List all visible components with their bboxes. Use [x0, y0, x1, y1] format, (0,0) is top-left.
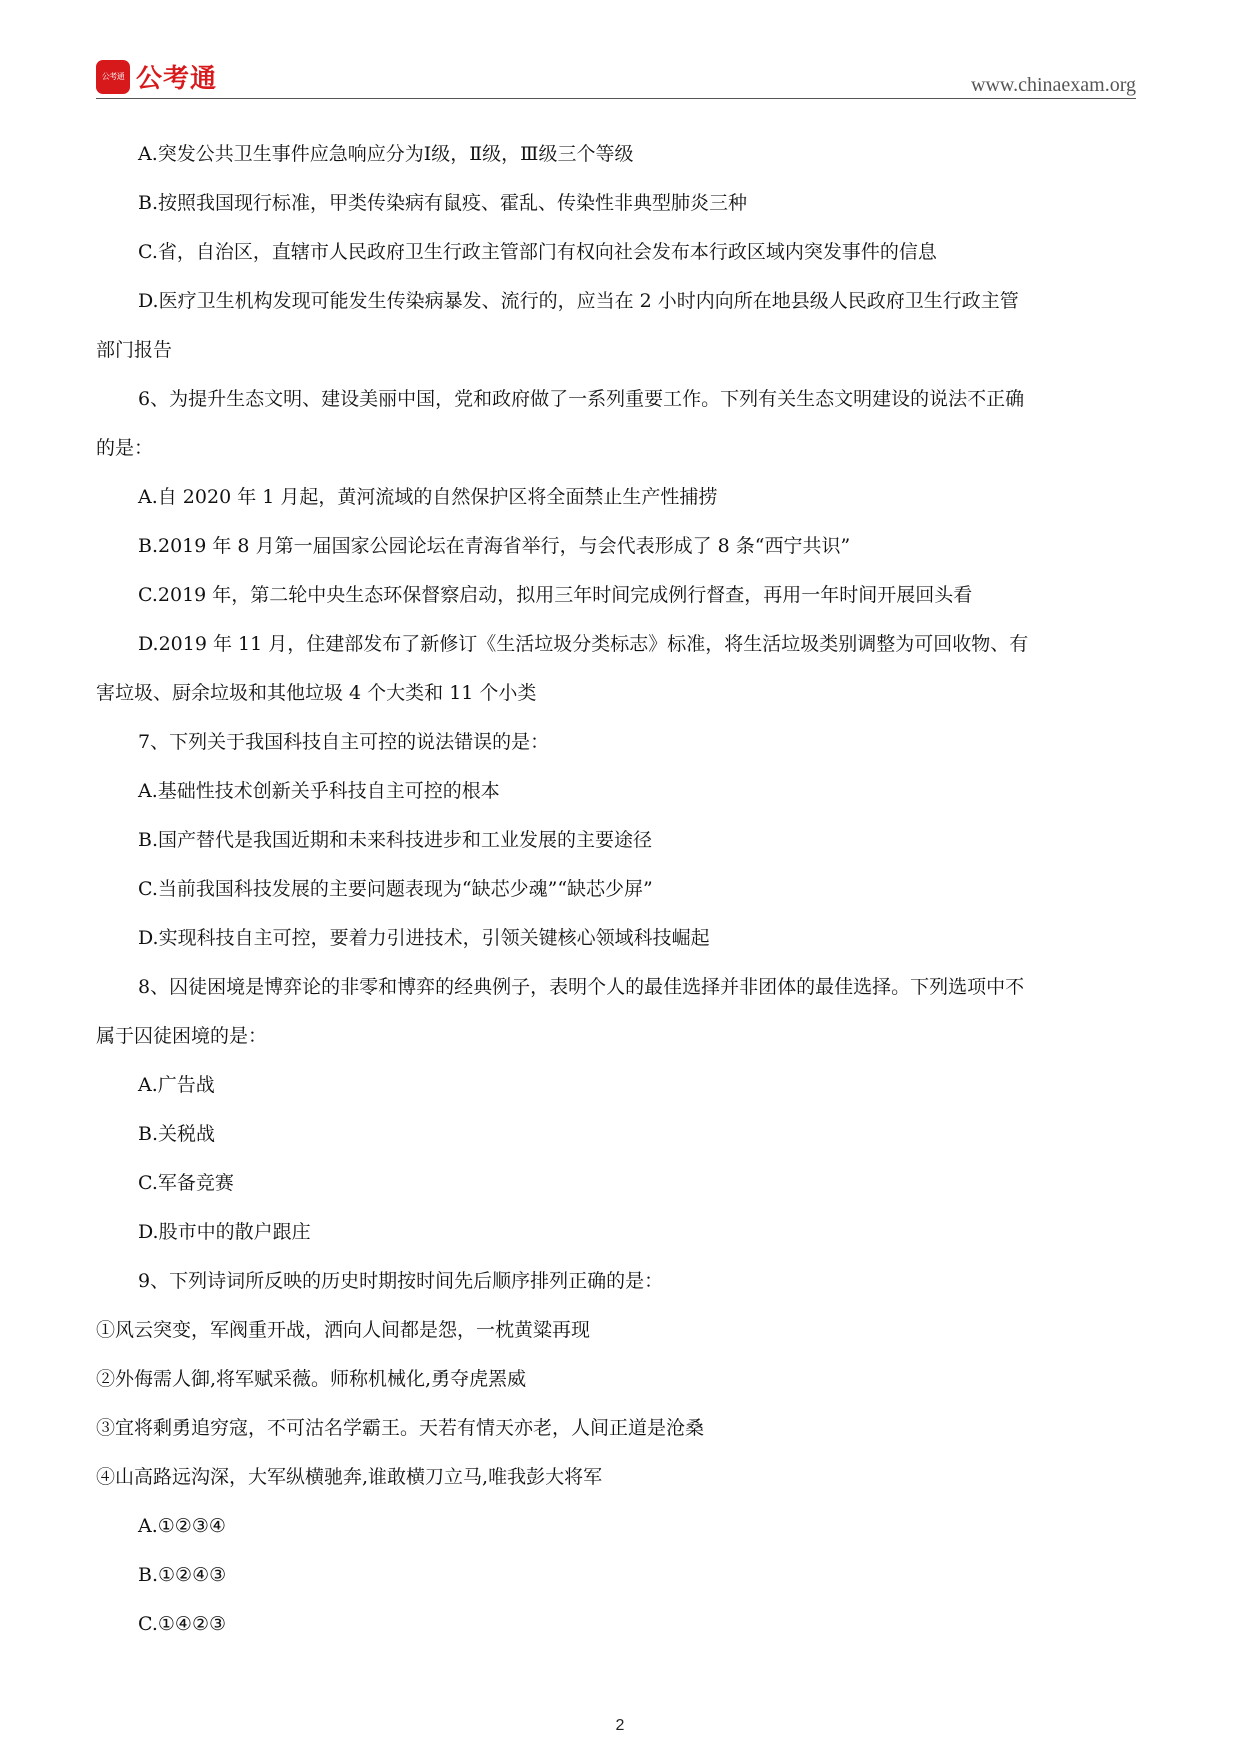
- text-line: C.当前我国科技发展的主要问题表现为“缺芯少魂”“缺芯少屏”: [138, 878, 653, 900]
- text-line: 部门报告: [96, 339, 173, 361]
- text-line: D.医疗卫生机构发现可能发生传染病暴发、流行的，应当在 2 小时内向所在地县级人民政府卫生行政主管: [138, 290, 1019, 312]
- text-line: A.①②③④: [138, 1515, 226, 1537]
- text-line: ②外侮需人御,将军赋采薇。师称机械化,勇夺虎罴威: [96, 1368, 527, 1390]
- text-line: B.2019 年 8 月第一届国家公园论坛在青海省举行，与会代表形成了 8 条“西宁共识”: [138, 535, 851, 557]
- logo-text: 公考通: [136, 64, 218, 94]
- text-line: 6、为提升生态文明、建设美丽中国，党和政府做了一系列重要工作。下列有关生态文明建设的说法不正确: [138, 388, 1025, 410]
- text-line: B.关税战: [138, 1123, 216, 1145]
- text-line: ④山高路远沟深，大军纵横驰奔,谁敢横刀立马,唯我彭大将军: [96, 1466, 603, 1488]
- text-line: C.①④②③: [138, 1613, 227, 1635]
- text-line: A.广告战: [138, 1074, 215, 1096]
- text-line: A.自 2020 年 1 月起，黄河流域的自然保护区将全面禁止生产性捕捞: [138, 486, 718, 508]
- text-line: B.按照我国现行标准，甲类传染病有鼠疫、霍乱、传染性非典型肺炎三种: [138, 192, 748, 214]
- text-line: C.军备竞赛: [138, 1172, 234, 1194]
- text-line: D.实现科技自主可控，要着力引进技术，引领关键核心领域科技崛起: [138, 927, 710, 949]
- text-line: A.基础性技术创新关乎科技自主可控的根本: [138, 780, 500, 802]
- text-line: A.突发公共卫生事件应急响应分为Ⅰ级，Ⅱ级，Ⅲ级三个等级: [138, 143, 634, 165]
- text-line: B.①②④③: [138, 1564, 227, 1586]
- text-line: ③宜将剩勇追穷寇，不可沽名学霸王。天若有情天亦老，人间正道是沧桑: [96, 1417, 705, 1439]
- document-body: [96, 130, 1136, 1649]
- page-header: [96, 52, 1136, 99]
- text-line: 属于囚徒困境的是：: [96, 1025, 268, 1047]
- text-line: C.省，自治区，直辖市人民政府卫生行政主管部门有权向社会发布本行政区域内突发事件的信息: [138, 241, 937, 263]
- logo-badge-icon: 公考通: [96, 60, 130, 94]
- text-line: 的是：: [96, 437, 154, 459]
- text-line: B.国产替代是我国近期和未来科技进步和工业发展的主要途径: [138, 829, 653, 851]
- logo: [96, 58, 217, 95]
- site-url[interactable]: www.chinaexam.org: [971, 74, 1136, 96]
- text-line: 8、囚徒困境是博弈论的非零和博弈的经典例子，表明个人的最佳选择并非团体的最佳选择。下列选项中不: [138, 976, 1025, 998]
- page-number: 2: [615, 1717, 625, 1734]
- text-line: D.2019 年 11 月，住建部发布了新修订《生活垃圾分类标志》标准，将生活垃圾类别调整为可回收物、有: [138, 633, 1029, 655]
- text-line: 7、下列关于我国科技自主可控的说法错误的是：: [138, 731, 550, 753]
- text-line: C.2019 年，第二轮中央生态环保督察启动，拟用三年时间完成例行督查，再用一年时间开展回头看: [138, 584, 973, 606]
- text-line: D.股市中的散户跟庄: [138, 1221, 311, 1243]
- text-line: 9、下列诗词所反映的历史时期按时间先后顺序排列正确的是：: [138, 1270, 664, 1292]
- text-line: ①风云突变，军阀重开战，洒向人间都是怨，一枕黄粱再现: [96, 1319, 591, 1341]
- text-line: 害垃圾、厨余垃圾和其他垃圾 4 个大类和 11 个小类: [96, 682, 537, 704]
